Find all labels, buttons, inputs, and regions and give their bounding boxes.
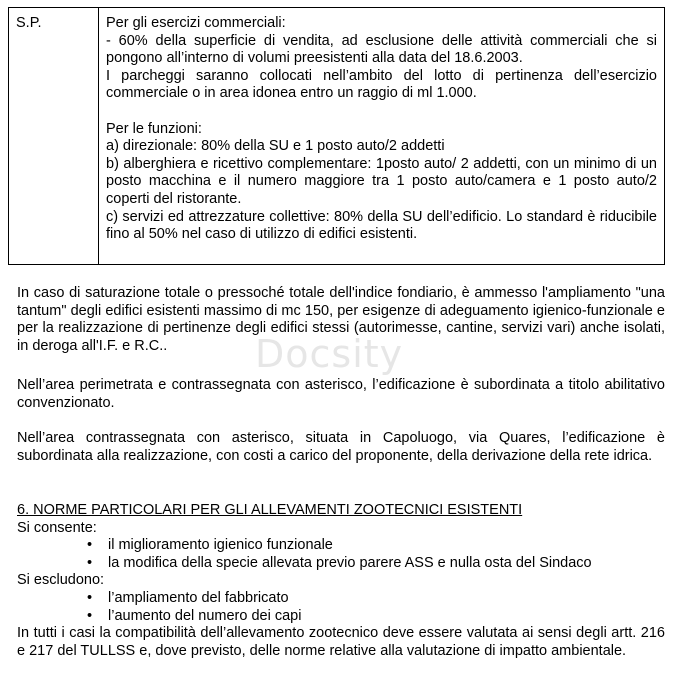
excluded-label: Si escludono: bbox=[17, 572, 105, 589]
excluded-list bbox=[17, 590, 665, 625]
capoluogo-paragraph: Nell’area contrassegnata con asterisco, situata in Capoluogo, via Quares, l’edificazione è subordinata alla realizzazione, con costi a carico del proponente, della derivazione della rete idrica. bbox=[17, 430, 665, 464]
function-b: b) alberghiera e ricettivo complementare: 1posto auto/ 2 addetti, con un minimo di un posto macchina e il numero maggiore tra 1 posto auto/camera e 1 posto auto/2 coperti del ristorante. bbox=[106, 155, 657, 207]
list-item: • la modifica della specie allevata previo parere ASS e nulla osta del Sindaco bbox=[17, 555, 665, 573]
closing-paragraph: In tutti i casi la compatibilità dell’allevamento zootecnico deve essere valutata ai sensi degli artt. 216 e 217 del TULLSS e, dove previsto, delle norme relative alla valutazione di impatto ambientale. bbox=[17, 625, 665, 659]
list-item: • il miglioramento igienico funzionale bbox=[17, 537, 665, 555]
commerce-title: Per gli esercizi commerciali: bbox=[106, 15, 286, 31]
parking-note: I parcheggi saranno collocati nell’ambito del lotto di pertinenza dell’esercizio commerciale o in area idonea entro un raggio di ml 1.000. bbox=[106, 67, 657, 102]
allowed-label: Si consente: bbox=[17, 519, 97, 536]
allowed-list bbox=[17, 537, 665, 572]
section-heading: 6. NORME PARTICOLARI PER GLI ALLEVAMENTI ZOOTECNICI ESISTENTI bbox=[17, 502, 523, 518]
functions-title: Per le funzioni: bbox=[106, 120, 202, 137]
function-a: a) direzionale: 80% della SU e 1 posto auto/2 addetti bbox=[106, 138, 445, 155]
list-item: • l’ampliamento del fabbricato bbox=[17, 590, 665, 608]
saturation-paragraph: In caso di saturazione totale o pressoché totale dell'indice fondiario, è ammesso l'ampliamento "una tantum" degli edifici esistenti massimo di mc 150, per esigenze di adeguamento igienico-funzionale e per la realizzazione di pertinenze degli edifici stessi (autorimesse, cantine, servizi vari) anche isolati, in deroga all'I.F. e R.C.. bbox=[17, 285, 665, 354]
asterisk-area-paragraph: Nell’area perimetrata e contrassegnata con asterisco, l’edificazione è subordinata a titolo abilitativo convenzionato. bbox=[17, 377, 665, 411]
standards-table bbox=[8, 7, 665, 265]
zone-code: S.P. bbox=[16, 15, 42, 31]
section-6 bbox=[17, 502, 665, 660]
commerce-item: - 60% della superficie di vendita, ad esclusione delle attività commerciali che si pongono all’interno di volumi preesistenti alla data del 18.6.2003. bbox=[106, 32, 657, 67]
standards-cell bbox=[99, 8, 664, 264]
function-c: c) servizi ed attrezzature collettive: 80% della SU dell’edificio. Lo standard è riducibile fino al 50% nel caso di utilizzo di edifici esistenti. bbox=[106, 208, 657, 243]
list-item: • l’aumento del numero dei capi bbox=[17, 608, 665, 626]
zone-code-cell bbox=[9, 8, 99, 264]
watermark: Docsity bbox=[255, 332, 404, 376]
